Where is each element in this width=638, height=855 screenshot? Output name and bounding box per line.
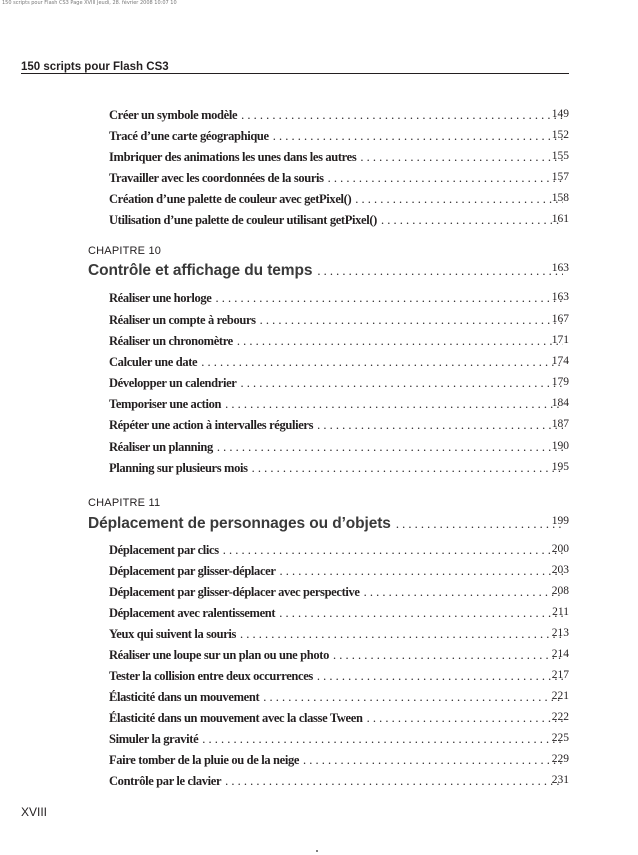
toc-entry[interactable] [109,774,569,792]
chapter-title: Déplacement de personnages ou d’objets [88,515,391,532]
toc-entry-title: Développer un calendrier [109,376,237,390]
leader-dots [240,627,563,642]
leader-dots [317,264,563,279]
toc-entry[interactable] [109,355,569,373]
toc-entry-title: Déplacement par glisser-déplacer avec perspective [109,585,360,599]
toc-entry-title: Création d’une palette de couleur avec getPixel() [109,192,352,206]
toc-entry[interactable] [109,376,569,394]
leader-dots [273,129,563,144]
print-marks: 150 scripts pour Flash CS3 Page XVIII Jeudi, 28. février 2008 10:07 10 [2,0,177,6]
toc-entry-page: 208 [551,585,569,597]
toc-entry[interactable] [109,108,569,126]
running-head-title: 150 scripts pour Flash CS3 [21,61,169,73]
toc-entry[interactable] [109,397,569,415]
leader-dots [279,606,563,621]
chapter-heading[interactable] [88,515,569,537]
chapter-label: CHAPITRE 11 [88,497,161,509]
leader-dots [225,397,563,412]
toc-entry-page: 231 [551,774,569,786]
leader-dots [367,711,563,726]
toc-entry[interactable] [109,606,569,624]
toc-entry-page: 161 [551,213,569,225]
leader-dots [241,108,563,123]
toc-entry-page: 190 [551,440,569,452]
leader-dots [263,690,563,705]
toc-entry[interactable] [109,564,569,582]
toc-entry[interactable] [109,690,569,708]
toc-entry-page: 213 [551,627,569,639]
toc-entry-page: 225 [551,732,569,744]
toc-entry[interactable] [109,171,569,189]
leader-dots [252,461,563,476]
toc-entry-page: 163 [551,291,569,303]
toc-entry-title: Simuler la gravité [109,732,199,746]
toc-entry-title: Déplacement par glisser-déplacer [109,564,276,578]
toc-entry-page: 167 [551,313,569,325]
toc-entry[interactable] [109,213,569,231]
toc-entry[interactable] [109,585,569,603]
toc-entry-title: Calculer une date [109,355,198,369]
leader-dots [215,291,563,306]
toc-entry[interactable] [109,129,569,147]
toc-entry-page: 221 [551,690,569,702]
toc-entry-page: 149 [551,108,569,120]
toc-entry-title: Réaliser un compte à rebours [109,313,256,327]
toc-entry[interactable] [109,753,569,771]
toc-entry[interactable] [109,334,569,352]
toc-entry-page: 195 [551,461,569,473]
toc-entry-title: Répéter une action à intervalles réguliers [109,418,314,432]
chapter-heading[interactable] [88,262,569,284]
toc-entry-title: Déplacement avec ralentissement [109,606,276,620]
toc-entry-page: 179 [551,376,569,388]
toc-entry-title: Tester la collision entre deux occurrences [109,669,313,683]
leader-dots [201,355,563,370]
toc-entry[interactable] [109,461,569,479]
running-head [21,57,569,74]
leader-dots [202,732,563,747]
toc-entry-page: 203 [551,564,569,576]
toc-entry[interactable] [109,648,569,666]
toc-entry[interactable] [109,732,569,750]
toc-entry-page: 229 [551,753,569,765]
leader-dots [317,669,563,684]
toc-entry-title: Élasticité dans un mouvement [109,690,260,704]
toc-entry-page: 211 [552,606,569,618]
leader-dots [303,753,563,768]
leader-dots [240,376,563,391]
leader-dots [223,543,563,558]
toc-entry-page: 157 [551,171,569,183]
leader-dots [328,171,563,186]
chapter-title: Contrôle et affichage du temps [88,262,313,279]
toc-entry[interactable] [109,313,569,331]
page-number: XVIII [21,805,48,819]
leader-dots [396,517,563,532]
toc-entry-title: Imbriquer des animations les unes dans les autres [109,150,357,164]
leader-dots [280,564,563,579]
leader-dots [333,648,563,663]
toc-entry-page: 152 [551,129,569,141]
toc-entry-title: Élasticité dans un mouvement avec la classe Tween [109,711,363,725]
leader-dots [355,192,563,207]
bottom-mark [316,850,318,852]
leader-dots [381,213,563,228]
toc-entry-page: 155 [551,150,569,162]
toc-entry-page: 217 [551,669,569,681]
leader-dots [260,313,563,328]
toc-entry-title: Réaliser une loupe sur un plan ou une photo [109,648,329,662]
toc-entry[interactable] [109,440,569,458]
toc-entry-title: Travailler avec les coordonnées de la souris [109,171,324,185]
chapter-label: CHAPITRE 10 [88,245,162,257]
toc-entry[interactable] [109,669,569,687]
toc-entry[interactable] [109,627,569,645]
toc-entry[interactable] [109,291,569,309]
toc-entry-title: Déplacement par clics [109,543,219,557]
toc-entry-title: Faire tomber de la pluie ou de la neige [109,753,300,767]
leader-dots [225,774,563,789]
toc-entry[interactable] [109,192,569,210]
chapter-page: 163 [551,262,569,274]
leader-dots [364,585,563,600]
toc-entry-title: Planning sur plusieurs mois [109,461,248,475]
toc-entry-page: 214 [551,648,569,660]
toc-entry-page: 174 [551,355,569,367]
toc-entry-page: 171 [551,334,569,346]
leader-dots [217,440,563,455]
toc-entry-title: Réaliser un chronomètre [109,334,233,348]
toc-entry-page: 184 [551,397,569,409]
toc-entry-page: 187 [551,418,569,430]
toc-entry-title: Yeux qui suivent la souris [109,627,237,641]
toc-entry[interactable] [109,150,569,168]
leader-dots [237,334,563,349]
toc-entry[interactable] [109,543,569,561]
leader-dots [360,150,563,165]
toc-entry-page: 222 [551,711,569,723]
toc-entry-title: Temporiser une action [109,397,222,411]
toc-entry-page: 158 [551,192,569,204]
toc-entry[interactable] [109,418,569,436]
toc-entry-title: Utilisation d’une palette de couleur utilisant getPixel() [109,213,377,227]
toc-entry[interactable] [109,711,569,729]
toc-entry-title: Tracé d’une carte géographique [109,129,269,143]
toc-entry-title: Réaliser un planning [109,440,213,454]
toc-entry-page: 200 [551,543,569,555]
leader-dots [317,418,563,433]
toc-entry-title: Créer un symbole modèle [109,108,238,122]
toc-entry-title: Réaliser une horloge [109,291,212,305]
toc-entry-title: Contrôle par le clavier [109,774,222,788]
chapter-page: 199 [551,515,569,527]
